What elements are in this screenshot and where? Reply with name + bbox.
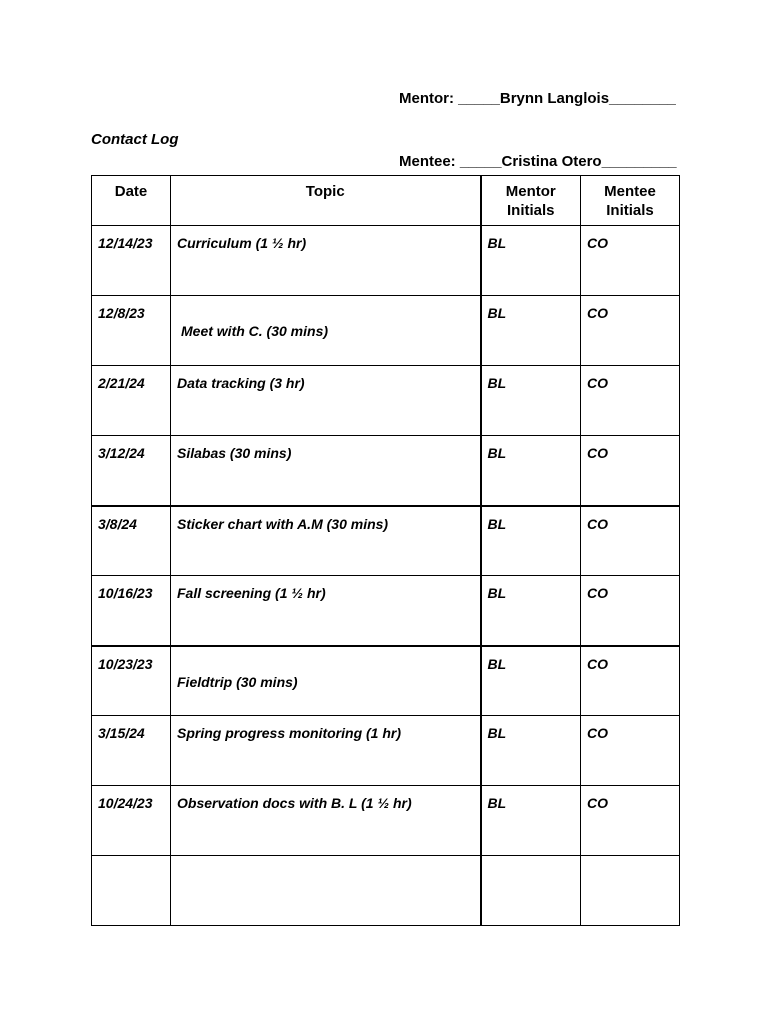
cell-topic (171, 296, 481, 366)
cell-mentee-initials (581, 856, 680, 926)
cell-mentor-initials: BL (481, 226, 581, 296)
table-row (92, 856, 680, 926)
table-row (92, 576, 680, 646)
table-row (92, 226, 680, 296)
cell-mentee-initials: CO (581, 646, 680, 716)
cell-mentor-initials: BL (481, 436, 581, 506)
cell-mentor-initials: BL (481, 646, 581, 716)
column-header-date: Date (92, 176, 171, 226)
cell-date: 10/16/23 (92, 576, 171, 646)
cell-mentee-initials: CO (581, 786, 680, 856)
cell-mentor-initials: BL (481, 716, 581, 786)
table-row (92, 296, 680, 366)
cell-mentor-initials: BL (481, 786, 581, 856)
cell-date: 10/24/23 (92, 786, 171, 856)
cell-mentor-initials: BL (481, 366, 581, 436)
cell-mentor-initials: BL (481, 296, 581, 366)
table-row (92, 786, 680, 856)
cell-topic: Sticker chart with A.M (30 mins) (171, 506, 481, 576)
cell-date: 12/14/23 (92, 226, 171, 296)
mentor-mentee-header (399, 46, 677, 193)
cell-mentee-initials: CO (581, 296, 680, 366)
cell-date: 3/12/24 (92, 436, 171, 506)
cell-topic: Data tracking (3 hr) (171, 366, 481, 436)
cell-mentor-initials: BL (481, 506, 581, 576)
table-row (92, 716, 680, 786)
column-header-topic: Topic (171, 176, 481, 226)
cell-date: 2/21/24 (92, 366, 171, 436)
mentee-line: Mentee: _____Cristina Otero_________ (399, 153, 677, 170)
cell-mentee-initials: CO (581, 366, 680, 436)
cell-topic: Silabas (30 mins) (171, 436, 481, 506)
table-row (92, 506, 680, 576)
column-header-mentor-initials: Mentor Initials (481, 176, 581, 226)
cell-topic-text: Meet with C. (30 mins) (181, 323, 329, 339)
table-row (92, 646, 680, 716)
cell-topic (171, 646, 481, 716)
cell-date: 10/23/23 (92, 646, 171, 716)
table-header-row (92, 176, 680, 226)
column-header-mentee-initials: Mentee Initials (581, 176, 680, 226)
cell-mentor-initials: BL (481, 576, 581, 646)
cell-mentee-initials: CO (581, 576, 680, 646)
mentor-line: Mentor: _____Brynn Langlois________ (399, 90, 676, 107)
cell-topic: Curriculum (1 ½ hr) (171, 226, 481, 296)
cell-date: 3/15/24 (92, 716, 171, 786)
cell-mentor-initials (481, 856, 581, 926)
cell-date: 3/8/24 (92, 506, 171, 576)
cell-topic-text: Fieldtrip (30 mins) (177, 673, 298, 690)
cell-topic (171, 856, 481, 926)
contact-log-title: Contact Log (91, 131, 179, 148)
cell-mentee-initials: CO (581, 436, 680, 506)
cell-topic: Fall screening (1 ½ hr) (171, 576, 481, 646)
cell-date: 12/8/23 (92, 296, 171, 366)
cell-mentee-initials: CO (581, 226, 680, 296)
cell-mentee-initials: CO (581, 506, 680, 576)
table-row (92, 366, 680, 436)
table-row (92, 436, 680, 506)
cell-date (92, 856, 171, 926)
cell-mentee-initials: CO (581, 716, 680, 786)
cell-topic: Spring progress monitoring (1 hr) (171, 716, 481, 786)
contact-log-table (91, 175, 680, 926)
cell-topic: Observation docs with B. L (1 ½ hr) (171, 786, 481, 856)
